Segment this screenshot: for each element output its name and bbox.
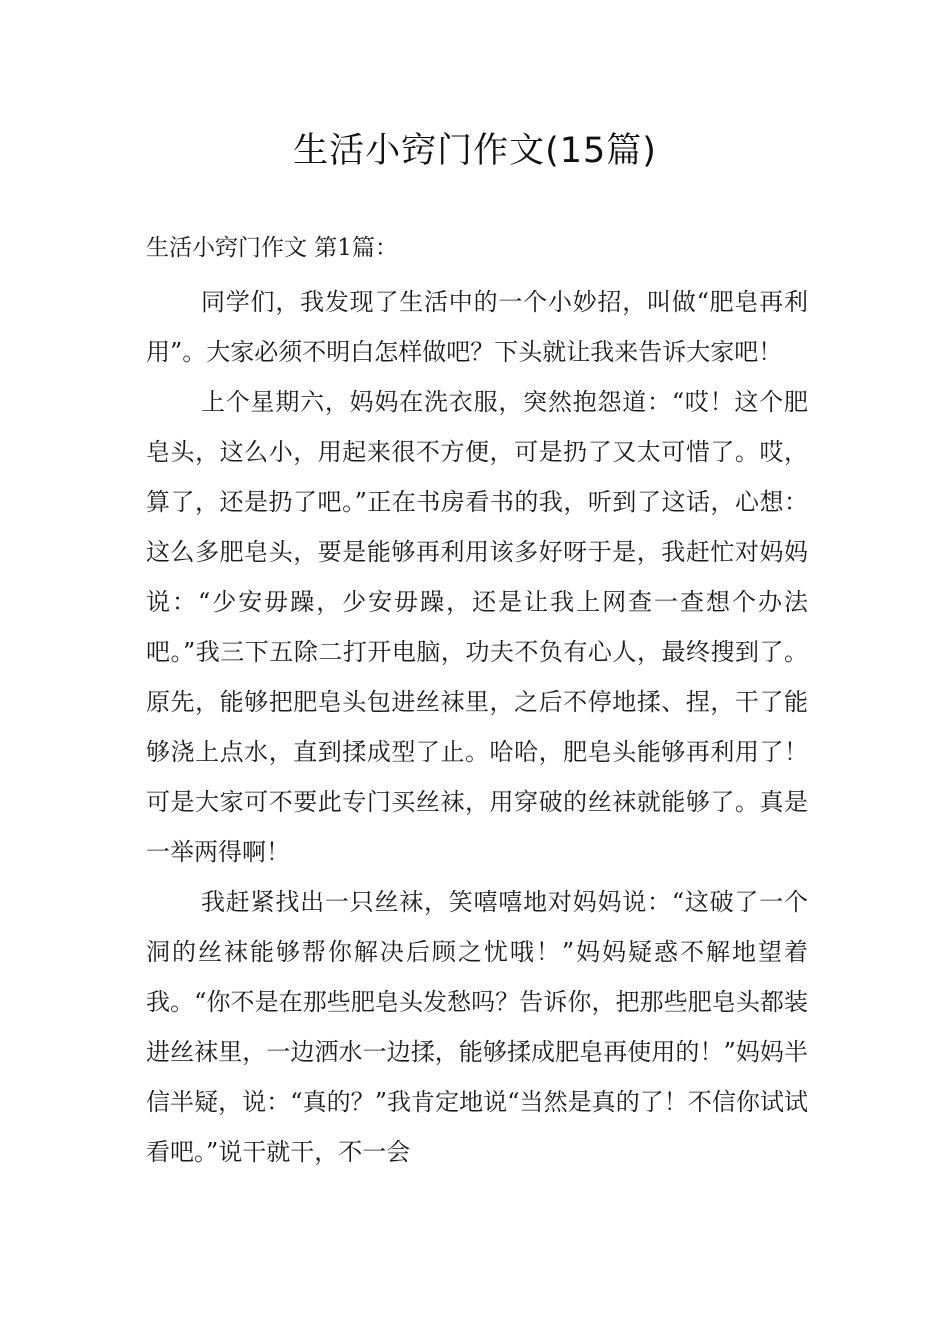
- section-heading: 生活小窍门作文 第1篇：: [146, 235, 398, 261]
- document-body: [146, 277, 808, 1177]
- paragraph: 我赶紧找出一只丝袜，笑嘻嘻地对妈妈说：“这破了一个洞的丝袜能够帮你解决后顾之忧哦！”妈妈疑惑不解地望着我。“你不是在那些肥皂头发愁吗？告诉你，把那些肥皂头都装进丝袜里，一边洒水一边揉，能够揉成肥皂再使用的！”妈妈半信半疑，说：“真的？”我肯定地说“当然是真的了！不信你试试看吧。”说干就干，不一会: [146, 888, 808, 1166]
- document-title: 生活小窍门作文(15篇): [293, 131, 657, 171]
- paragraph: 同学们，我发现了生活中的一个小妙招，叫做“肥皂再利用”。大家必须不明白怎样做吧？下头就让我来告诉大家吧！: [146, 288, 808, 366]
- paragraph: 上个星期六，妈妈在洗衣服，突然抱怨道：“哎！这个肥皂头，这么小，用起来很不方便，可是扔了又太可惜了。哎，算了，还是扔了吧。”正在书房看书的我，听到了这话，心想：这么多肥皂头，要是能够再利用该多好呀于是，我赶忙对妈妈说：“少安毋躁，少安毋躁，还是让我上网查一查想个办法吧。”我三下五除二打开电脑，功夫不负有心人，最终搜到了。原先，能够把肥皂头包进丝袜里，之后不停地揉、捏，干了能够浇上点水，直到揉成型了止。哈哈，肥皂头能够再利用了！可是大家可不要此专门买丝袜，用穿破的丝袜就能够了。真是一举两得啊！: [146, 388, 808, 866]
